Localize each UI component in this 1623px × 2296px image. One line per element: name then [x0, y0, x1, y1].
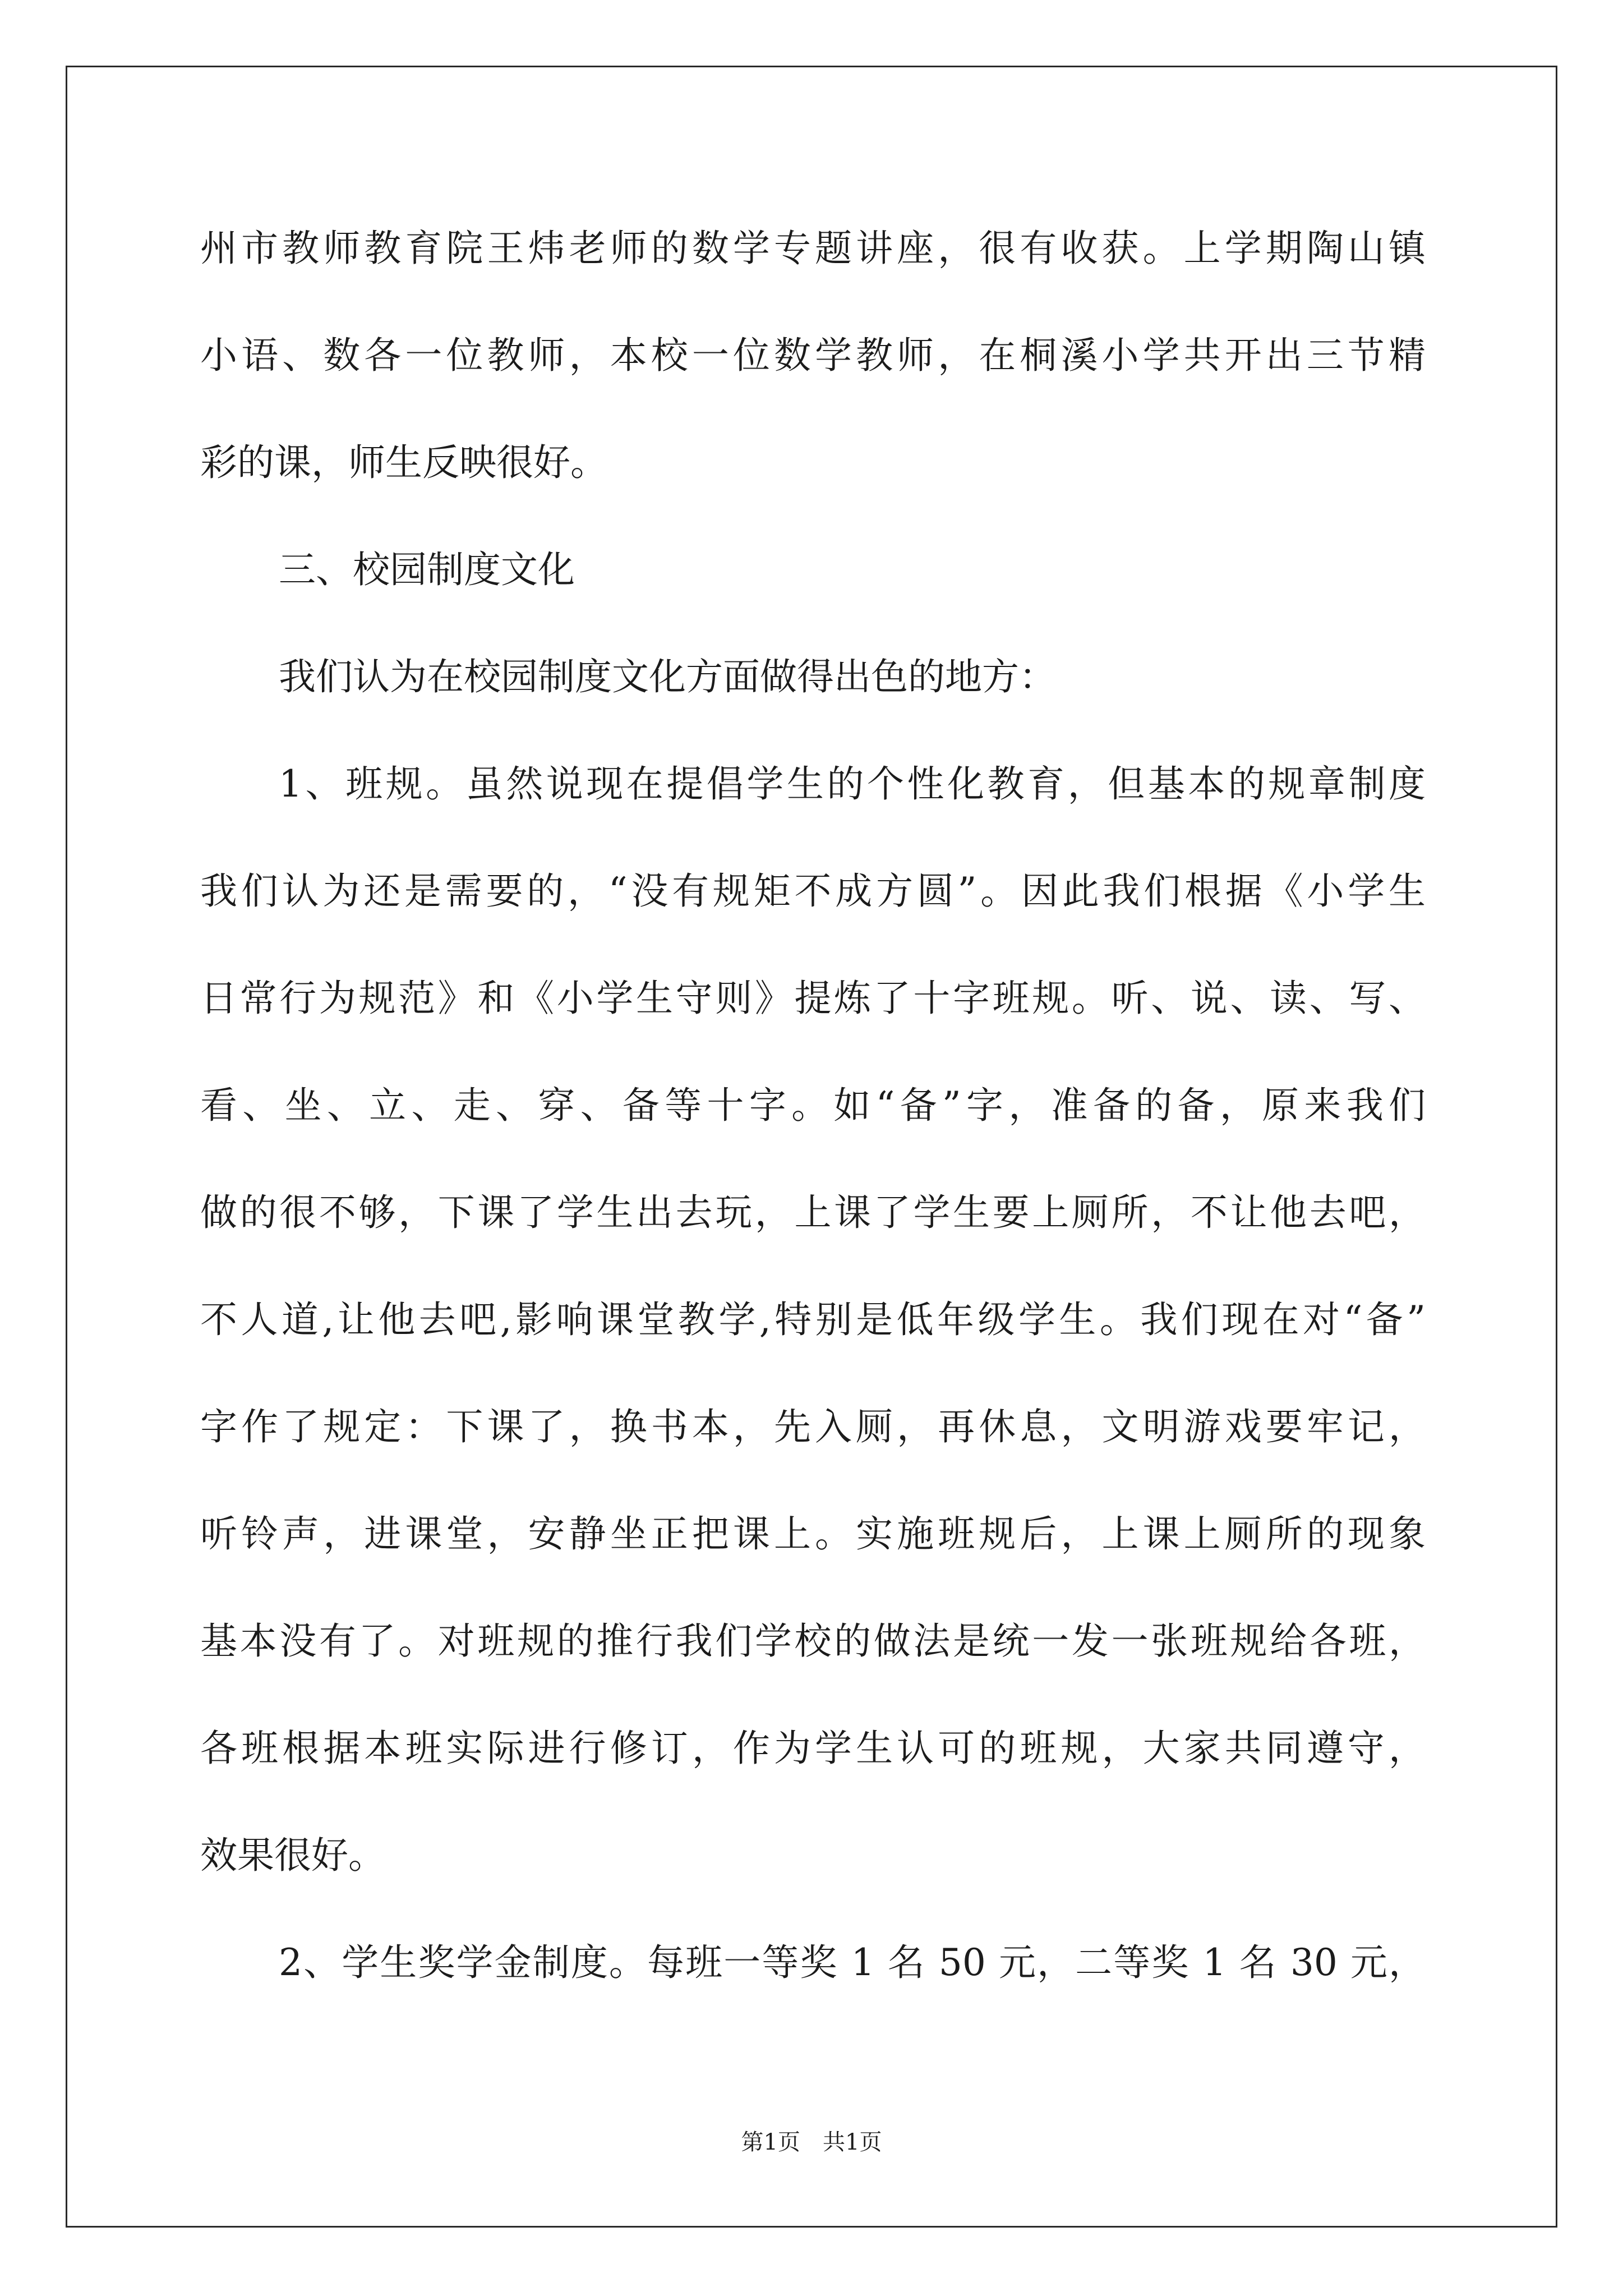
text-line: 我们认为在校园制度文化方面做得出色的地方： [279, 655, 1056, 698]
page-footer [0, 2125, 1623, 2159]
text-line: 1、班规。虽然说现在提倡学生的个性化教育，但基本的规章制度 [279, 762, 1426, 806]
text-line: 字作了规定：下课了，换书本，先入厕，再休息，文明游戏要牢记， [200, 1405, 1426, 1448]
text-line: 效果很好。 [200, 1834, 385, 1877]
text-line: 听铃声，进课堂，安静坐正把课上。实施班规后，上课上厕所的现象 [200, 1512, 1426, 1556]
section-heading-text: 三、校园制度文化 [279, 548, 575, 591]
text-line: 我们认为还是需要的，“没有规矩不成方圆”。因此我们根据《小学生 [200, 869, 1426, 913]
text-line: 小语、数各一位教师，本校一位数学教师，在桐溪小学共开出三节精 [200, 334, 1426, 377]
text-line: 不人道,让他去吧,影响课堂教学,特别是低年级学生。我们现在对“备” [200, 1298, 1426, 1341]
text-line: 看、坐、立、走、穿、备等十字。如“备”字，准备的备，原来我们 [200, 1084, 1426, 1127]
text-line: 2、学生奖学金制度。每班一等奖 1 名 50 元，二等奖 1 名 30 元， [279, 1941, 1426, 1984]
page-number-label: 第1页 共1页 [741, 2129, 882, 2155]
text-line: 各班根据本班实际进行修订，作为学生认可的班规，大家共同遵守， [200, 1727, 1426, 1770]
text-line: 州市教师教育院王炜老师的数学专题讲座，很有收获。上学期陶山镇 [200, 227, 1426, 270]
text-line: 彩的课，师生反映很好。 [200, 441, 607, 484]
text-line: 日常行为规范》和《小学生守则》提炼了十字班规。听、说、读、写、 [200, 977, 1426, 1020]
text-line: 基本没有了。对班规的推行我们学校的做法是统一发一张班规给各班， [200, 1619, 1426, 1663]
text-line: 做的很不够，下课了学生出去玩，上课了学生要上厕所，不让他去吧， [200, 1191, 1426, 1234]
